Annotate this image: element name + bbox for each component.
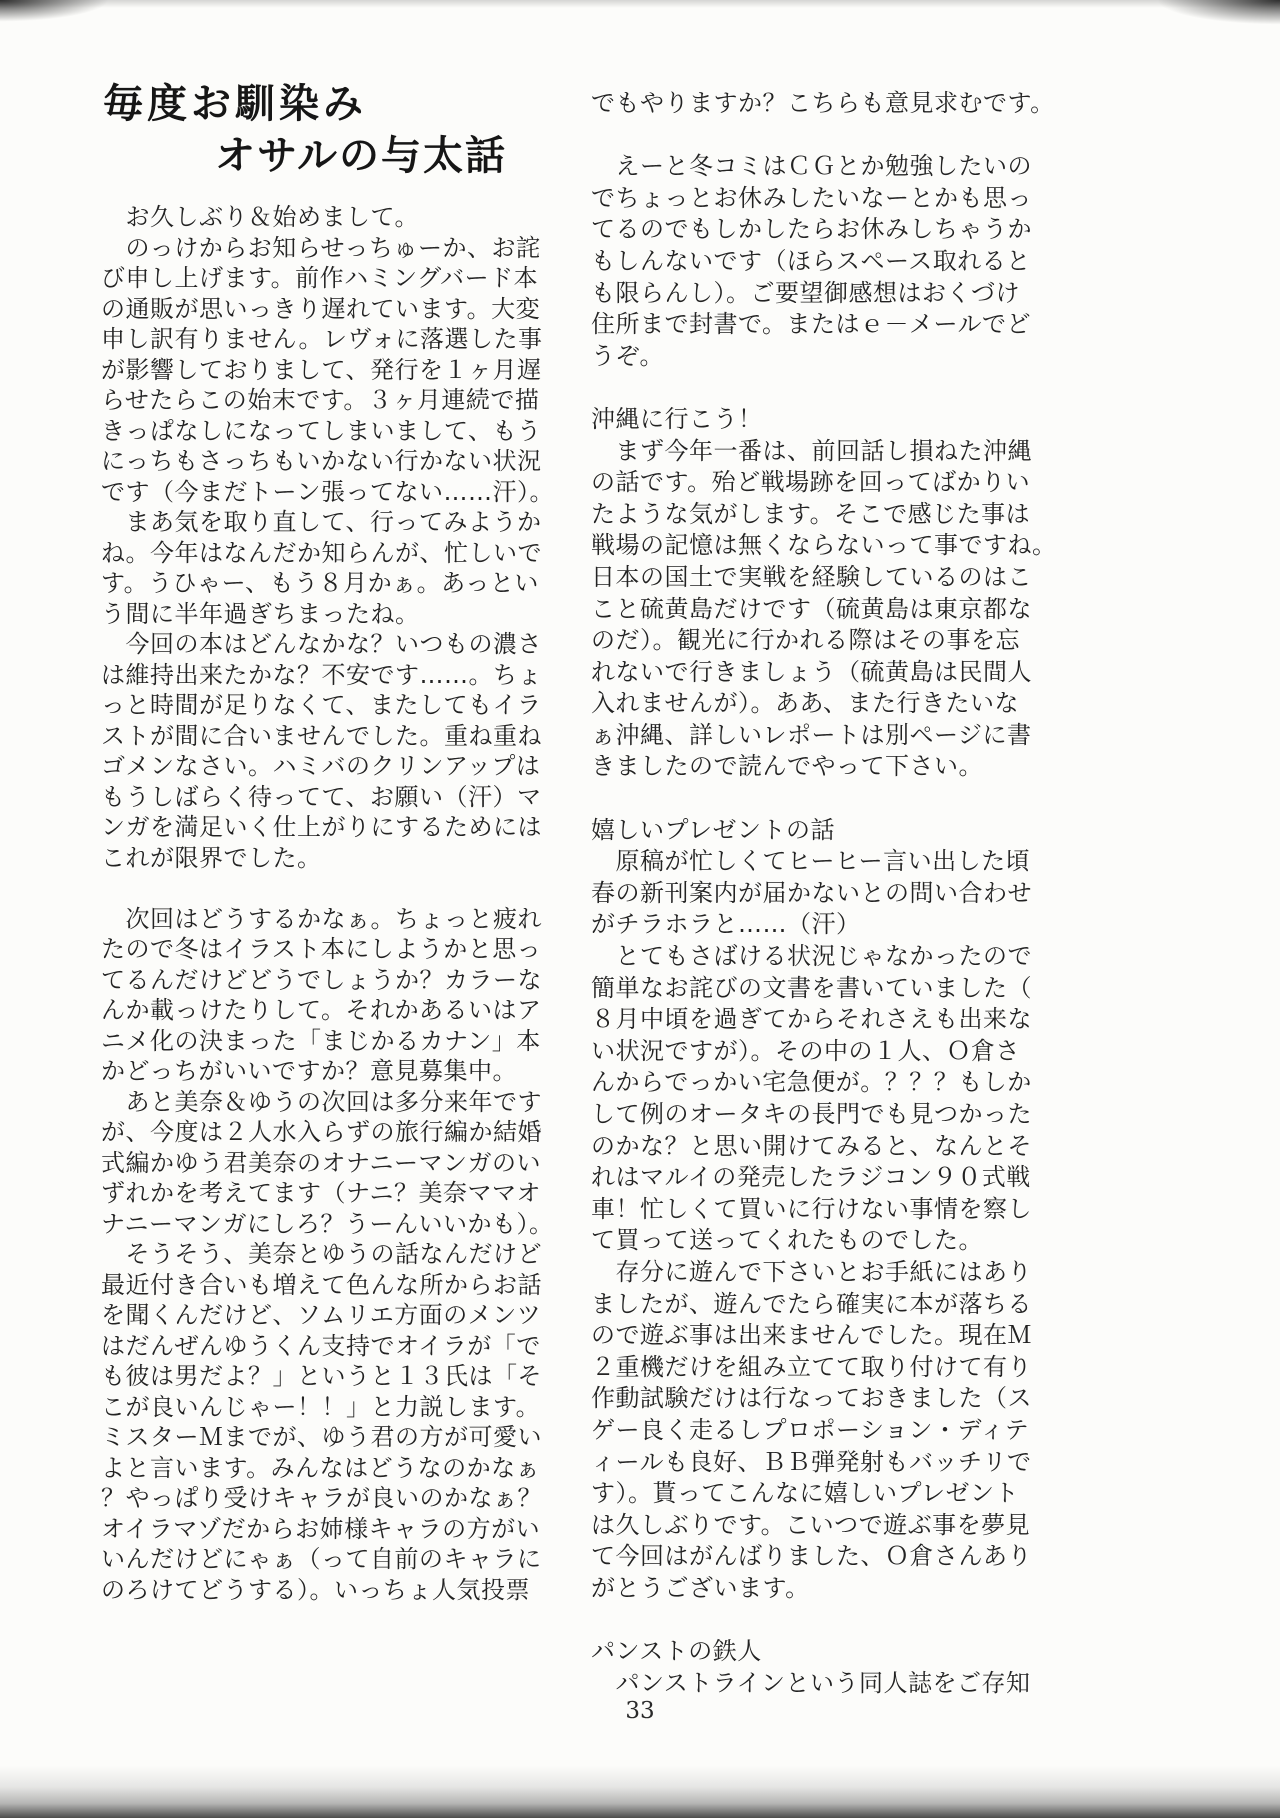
text-line [101, 873, 561, 904]
text-line: お久しぶり＆始めまして。 [101, 203, 420, 231]
page-title-line1: 毎度お馴染み [103, 81, 367, 127]
text-line: たので冬はイラスト本にしようかと思っ [101, 935, 542, 963]
text-line [591, 120, 1051, 152]
text-line: あと美奈＆ゆうの次回は多分来年です [101, 1087, 542, 1116]
scan-edge-shadow-top [0, 0, 1280, 8]
text-line: 存分に遊んで下さいとお手紙にはあり [591, 1257, 1032, 1286]
text-line: ナニーマンガにしろ？うーんいいかも）。 [101, 1209, 554, 1238]
text-line: がとうございます。 [591, 1573, 810, 1602]
text-line: よと言います。みんなはどうなのかなぁ [101, 1453, 541, 1482]
text-line: のかな？と思い開けてみると、なんとそ [591, 1131, 1032, 1160]
text-line: えーと冬コミはＣＧとか勉強したいの [591, 152, 1032, 181]
text-line [591, 372, 1051, 404]
text-line: ィールも良好、ＢＢ弾発射もバッチリで [591, 1447, 1032, 1476]
text-line: うぞ。 [591, 341, 665, 370]
text-line: す。うひゃー、もう８月かぁ。あっとい [101, 569, 539, 597]
text-line: たような気がします。そこで感じた事は [591, 499, 1031, 528]
text-column-left [101, 202, 561, 1605]
text-line: れはマルイの発売したラジコン９０式戦 [591, 1163, 1031, 1192]
text-line: は維持出来たかな？不安です……。ちょ [101, 660, 542, 689]
text-line: ので遊ぶ事は出来ませんでした。現在Ｍ [591, 1321, 1032, 1350]
text-line: ？やっぱり受けキャラが良いのかなぁ？ [101, 1484, 542, 1512]
text-line: て今回はがんばりました、Ｏ倉さんあり [591, 1542, 1032, 1571]
text-line: ゴメンなさい。ハミバのクリンアップは [101, 752, 541, 780]
text-line: は久しぶりです。こいつで遊ぶ事を夢見 [591, 1510, 1031, 1539]
page-title-line2: オサルの与太話 [215, 133, 507, 179]
scan-corner-shadow-top-left [0, 0, 150, 30]
text-line: 沖縄に行こう！ [591, 404, 763, 433]
page-number: 33 [625, 1698, 655, 1724]
text-line: てるんだけどどうでしょうか？カラーな [101, 965, 542, 994]
text-line: のっけからお知らせっちゅーか、お詫 [101, 233, 541, 262]
scan-edge-shadow-bottom [0, 1766, 1280, 1818]
text-line: て買って送ってくれたものでした。 [591, 1226, 983, 1255]
text-line: ２重機だけを組み立てて取り付けて有り [591, 1352, 1032, 1381]
text-line: ８月中頃を過ぎてからそれさえも出来な [591, 1005, 1032, 1034]
text-line: です（今まだトーン張ってない……汗）。 [101, 477, 555, 506]
text-line: がチラホラと……（汗） [591, 910, 861, 939]
text-line: こと硫黄島だけです（硫黄島は東京都な [591, 594, 1032, 623]
text-line: も限らんし）。ご要望御感想はおくづけ [591, 278, 1020, 307]
text-line: 日本の国土で実戦を経験しているのはこ [591, 562, 1032, 591]
text-line: が、今度は２人水入らずの旅行編か結婚 [101, 1118, 542, 1146]
text-line: でちょっとお休みしたいなーとかも思っ [591, 183, 1032, 212]
text-line: もうしばらく待ってて、お願い（汗）マ [101, 782, 542, 811]
text-line: ニメ化の決まった「まじかるカナン」本 [101, 1026, 541, 1055]
text-line: 申し訳有りません。レヴォに落選した事 [101, 325, 543, 353]
text-line: パンストラインという同人誌をご存知 [591, 1668, 1031, 1697]
text-line: ぁ沖縄、詳しいレポートは別ページに書 [591, 720, 1032, 749]
text-line: い状況ですが）。その中の１人、Ｏ倉さ [591, 1036, 1020, 1065]
text-line: とてもさばける状況じゃなかったので [591, 942, 1032, 971]
scan-corner-shadow-top-right [1110, 0, 1280, 34]
text-line: 嬉しいプレゼントの話 [591, 815, 836, 844]
text-line: はだんぜんゆうくん支持でオイラが「で [101, 1331, 541, 1360]
text-line: まあ気を取り直して、行ってみようか [101, 508, 542, 536]
text-line: いんだけどにゃぁ（って自前のキャラに [101, 1545, 542, 1573]
text-line: 作動試験だけは行なっておきました（ス [591, 1384, 1032, 1413]
text-line: んか載っけたりして。それかあるいはア [101, 996, 542, 1024]
text-line: んからでっかい宅急便が。？？？もしか [591, 1068, 1032, 1097]
text-line: 式編かゆう君美奈のオナニーマンガのい [101, 1148, 542, 1177]
text-line: こが良いんじゃー！！」と力説します。 [101, 1392, 541, 1421]
text-line: もしんないです（ほらスペース取れると [591, 246, 1031, 275]
text-line: オイラマゾだからお姉様キャラの方がい [101, 1514, 541, 1543]
text-line: の通販が思いっきり遅れています。大変 [101, 294, 541, 323]
text-line: 入れませんが）。ああ、また行きたいな [591, 689, 1020, 718]
text-line: す）。貰ってこんなに嬉しいプレゼント [591, 1479, 1020, 1508]
text-line: 戦場の記憶は無くならないって事ですね。 [591, 531, 1057, 560]
text-line: まず今年一番は、前回話し損ねた沖縄 [591, 436, 1032, 465]
text-line: ストが間に合いませんでした。重ね重ね [101, 721, 542, 750]
text-line: 最近付き合いも増えて色んな所からお話 [101, 1270, 542, 1299]
text-line: 住所まで封書で。またはｅ－メールでど [591, 310, 1032, 339]
text-line: のだ）。観光に行かれる際はその事を忘 [591, 626, 1020, 655]
text-line: これが限界でした。 [101, 843, 322, 872]
text-line [591, 783, 1051, 815]
text-line: が影響しておりまして、発行を１ヶ月遅 [101, 355, 542, 384]
text-line: れないで行きましょう（硫黄島は民間人 [591, 657, 1032, 686]
text-line: 春の新刊案内が届かないとの問い合わせ [591, 878, 1032, 907]
text-line: 今回の本はどんなかな？いつもの濃さ [101, 630, 542, 658]
text-line: きっぱなしになってしまいまして、もう [101, 416, 542, 445]
text-line: ましたが、遊んでたら確実に本が落ちる [591, 1289, 1032, 1318]
text-line: も彼は男だよ？」というと１３氏は「そ [101, 1362, 542, 1390]
text-line: きましたので読んでやって下さい。 [591, 752, 983, 781]
text-line: して例のオータキの長門でも見つかった [591, 1100, 1032, 1128]
text-line: 次回はどうするかなぁ。ちょっと疲れ [101, 904, 542, 933]
text-line: ね。今年はなんだか知らんが、忙しいで [101, 538, 542, 567]
text-line: パンストの鉄人 [591, 1637, 762, 1666]
text-line: っと時間が足りなくて、またしてもイラ [101, 691, 542, 719]
text-line: の話です。殆ど戦場跡を回ってばかりい [591, 468, 1031, 497]
text-line: 原稿が忙しくてヒーヒー言い出した頃 [591, 847, 1031, 876]
text-line: そうそう、美奈とゆうの話なんだけど [101, 1240, 542, 1268]
text-line: び申し上げます。前作ハミングバード本 [101, 264, 539, 292]
text-line: でもやりますか？こちらも意見求むです。 [591, 89, 1055, 117]
text-line: 車！忙しくて買いに行けない事情を察し [591, 1194, 1032, 1223]
text-line: う間に半年過ぎちまったね。 [101, 599, 420, 628]
text-line: てるのでもしかしたらお休みしちゃうか [591, 215, 1032, 244]
text-line: かどっちがいいですか？意見募集中。 [101, 1057, 518, 1085]
text-line: にっちもさっちもいかない行かない状況 [101, 447, 542, 475]
text-line: 簡単なお詫びの文書を書いていました（ [591, 973, 1032, 1002]
text-line: ミスターＭまでが、ゆう君の方が可愛い [101, 1423, 542, 1451]
text-line: らせたらこの始末です。３ヶ月連続で描 [101, 386, 540, 414]
text-line [591, 1605, 1051, 1637]
text-line: ゲー良く走るしプロポーション・ディテ [591, 1415, 1030, 1444]
page-title [103, 78, 507, 182]
text-line: のろけてどうする）。いっちょ人気投票 [101, 1575, 530, 1604]
text-line: を聞くんだけど、ソムリエ方面のメンツ [101, 1301, 542, 1329]
text-column-right [591, 88, 1057, 1699]
text-line: ンガを満足いく仕上がりにするためには [101, 813, 542, 841]
text-line: ずれかを考えてます（ナニ？美奈ママオ [101, 1179, 542, 1207]
